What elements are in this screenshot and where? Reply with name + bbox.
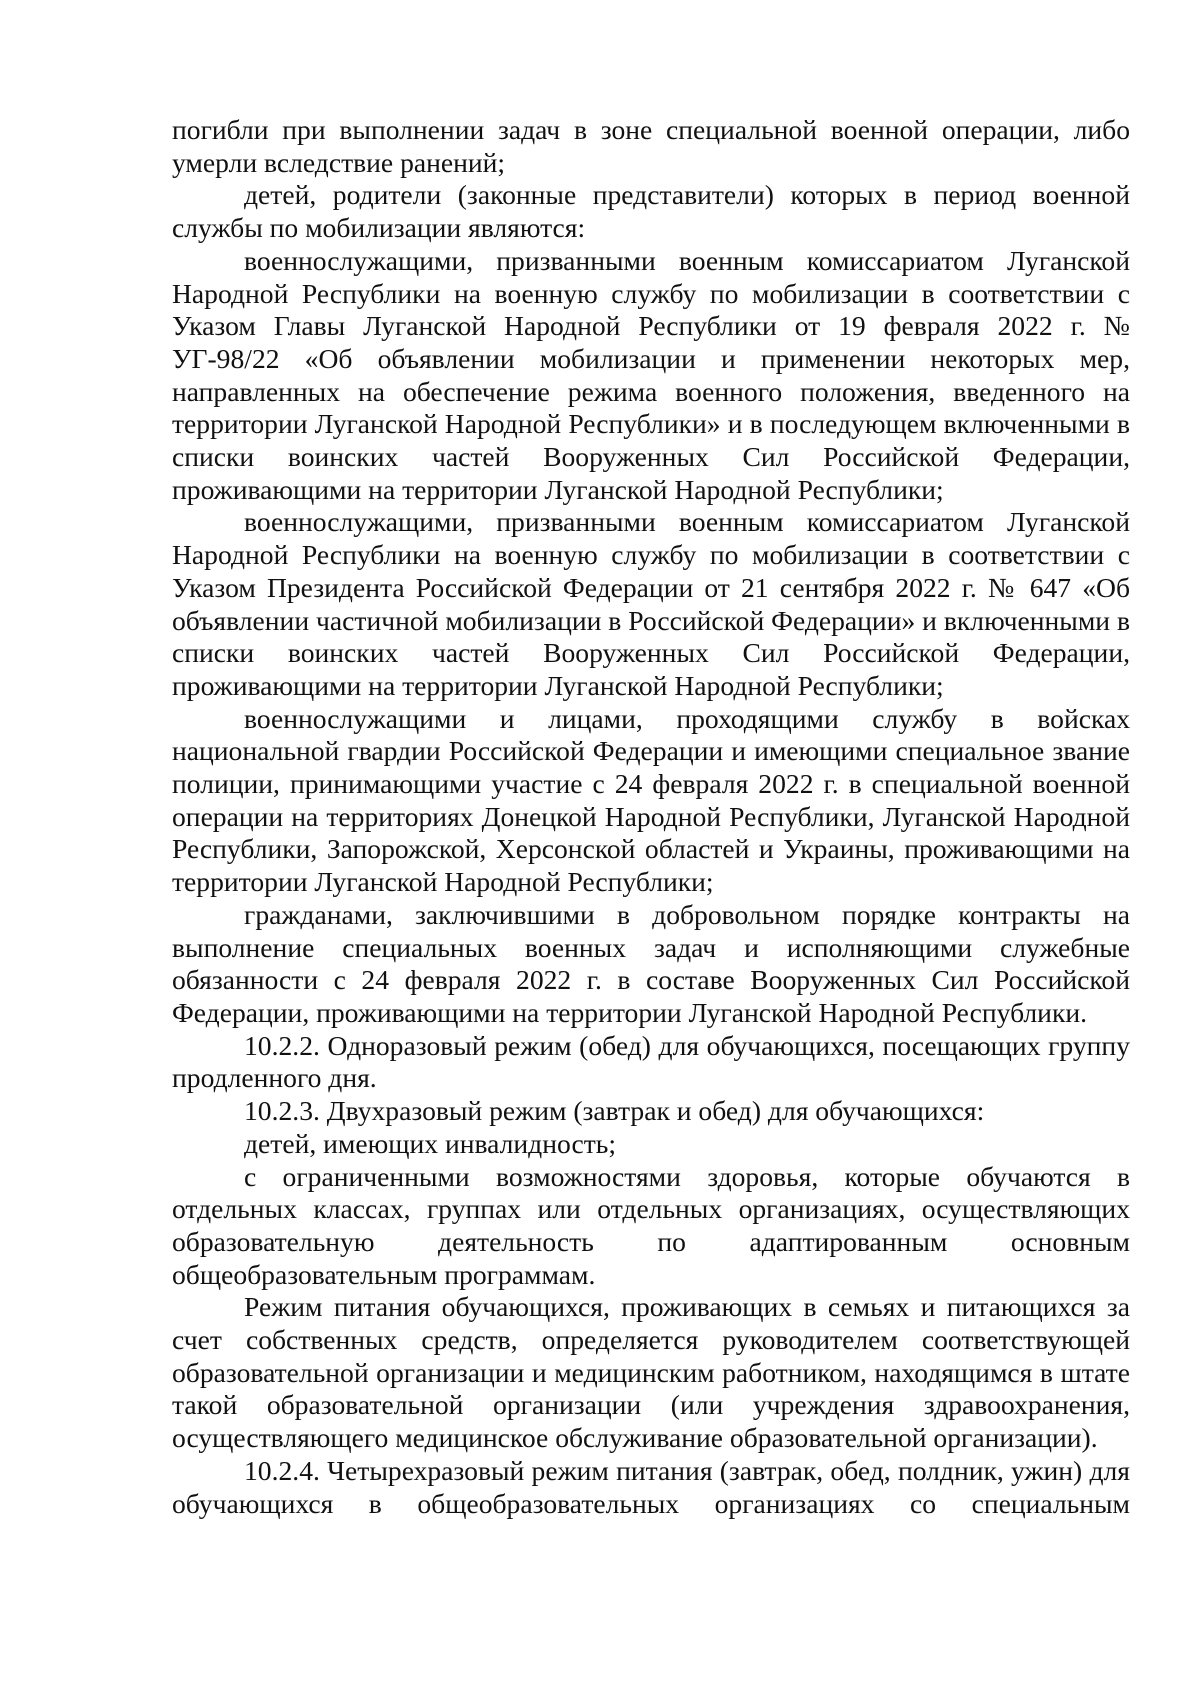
paragraph-continuation: погибли при выполнении задач в зоне специальной военной операции, либо умерли вследствие ранений; [172,114,1130,178]
paragraph-meal-regime: Режим питания обучающихся, проживающих в семьях и питающихся за счет собственных средств, определяется руководителем соответствующей образовательной организации и медицинским работником, находящимся в штате такой образовательной организации (или учреждения здравоохранения, осуществляющего медицинское обслуживание образовательной организации). [172,1291,1130,1454]
paragraph-volunteer-contracts: гражданами, заключившими в добровольном порядке контракты на выполнение специальных военных задач и исполняющими служебные обязанности с 24 февраля 2022 г. в составе Вооруженных Сил Российской Федерации, проживающими на территории Луганской Народной Республики. [172,898,1130,1028]
paragraph-national-guard: военнослужащими и лицами, проходящими службу в войсках национальной гвардии Российской Федерации и имеющими специальное звание полиции, принимающими участие с 24 февраля 2022 г. в специальной военной операции на территориях Донецкой Народной Республики, Луганской Народной Республики, Запорожской, Херсонской областей и Украины, проживающими на территории Луганской Народной Республики; [172,702,1130,898]
paragraph-children-mobilized: детей, родители (законные представители) которых в период военной службы по мобилизации являются: [172,179,1130,244]
paragraph-10-2-3: 10.2.3. Двухразовый режим (завтрак и обед) для обучающихся: [244,1095,985,1127]
paragraph-disabled-children: детей, имеющих инвалидность; [244,1127,617,1159]
paragraph-lnr-mobilization: военнослужащими, призванными военным комиссариатом Луганской Народной Республики на военную службу по мобилизации в соответствии с Указом Главы Луганской Народной Республики от 19 февраля 2022 г. № УГ-98/22 «Об объявлении мобилизации и применении некоторых мер, направленных на обеспечение режима военного положения, введенного на территории Луганской Народной Республики» и в последующем включенными в списки воинских частей Вооруженных Сил Российской Федерации, проживающими на территории Луганской Народной Республики; [172,244,1130,505]
paragraph-10-2-4: 10.2.4. Четырехразовый режим питания (завтрак, обед, полдник, ужин) для обучающихся в общеобразовательных организациях со специальным [172,1454,1130,1519]
paragraph-10-2-2: 10.2.2. Одноразовый режим (обед) для обучающихся, посещающих группу продленного дня. [172,1029,1130,1094]
document-body [172,114,1130,1520]
paragraph-limited-health: с ограниченными возможностями здоровья, которые обучаются в отдельных классах, группах или отдельных организациях, осуществляющих образовательную деятельность по адаптированным основным общеобразовательным программам. [172,1160,1130,1290]
paragraph-rf-partial-mobilization: военнослужащими, призванными военным комиссариатом Луганской Народной Республики на военную службу по мобилизации в соответствии с Указом Президента Российской Федерации от 21 сентября 2022 г. № 647 «Об объявлении частичной мобилизации в Российской Федерации» и включенными в списки воинских частей Вооруженных Сил Российской Федерации, проживающими на территории Луганской Народной Республики; [172,506,1130,701]
